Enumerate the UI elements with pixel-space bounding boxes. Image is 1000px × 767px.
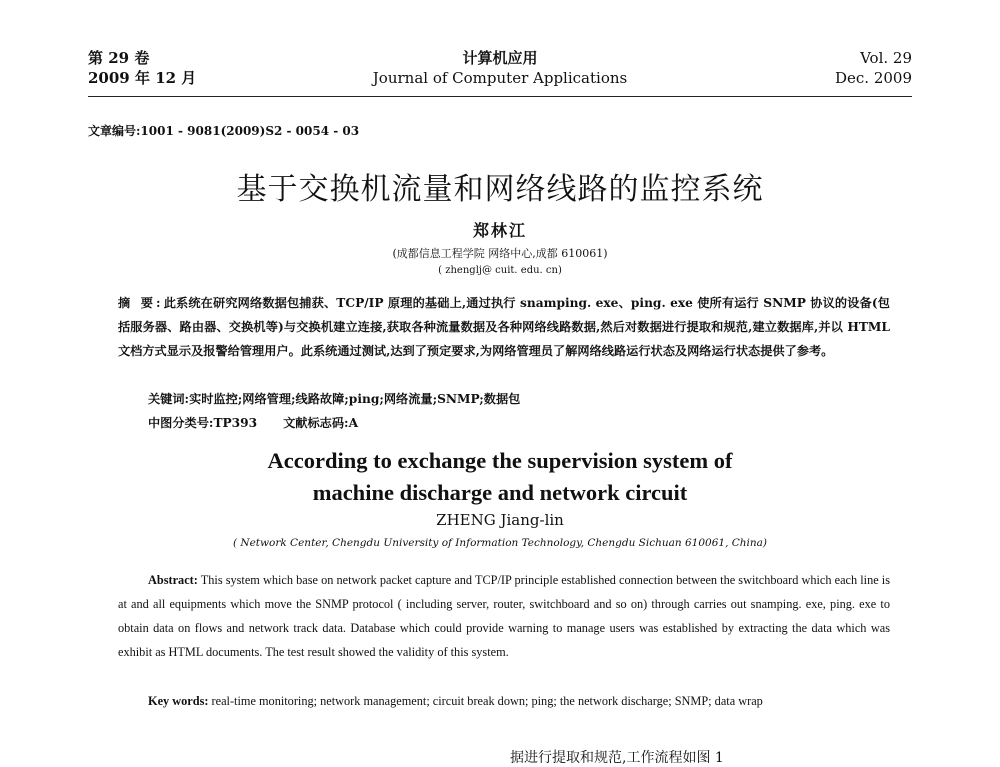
title-en-line-1: According to exchange the supervision system of: [267, 448, 733, 473]
abstract-en-text: This system which base on network packet capture and TCP/IP principle established connection between the switchboard which each line is at and all equipments which move the SNMP protocol ( including server, router, switchboard and so on) through carries out snamping. exe, ping. exe to obtain data on flows and network track data. Database which could provide warning to manage users was established by extracting the data which was exhibit as HTML documents. The test result showed the validity of this system.: [118, 573, 891, 659]
header-rule: [88, 96, 912, 97]
journal-name: [300, 48, 700, 88]
title-cn: 基于交换机流量和网络线路的监控系统: [236, 172, 764, 207]
journal-volume-cn: [88, 48, 196, 88]
document-code-label: 文献标志码:: [283, 416, 349, 430]
document-code-value: A: [348, 416, 359, 430]
title-en-line-2: machine discharge and network circuit: [312, 480, 688, 505]
keywords-en-text: real-time monitoring; network management; circuit break down; ping; the network discharge; SNMP; data wrap: [211, 694, 763, 708]
volume-cn: 第 29 卷: [88, 49, 150, 67]
author-cn: 郑林江: [472, 221, 527, 240]
abstract-cn-label: 摘 要:: [118, 296, 164, 310]
date-cn: 2009 年 12 月: [88, 69, 197, 87]
abstract-en-label: Abstract:: [148, 573, 198, 587]
abstract-cn-text: 此系统在研究网络数据包捕获、TCP/IP 原理的基础上,通过执行 snamping. exe、ping. exe 使所有运行 SNMP 协议的设备(包括服务器、路由器、交换机等)与交换机建立连接,获取各种流量数据及各种网络线路数据,然后对数据进行提取和规范,建立数据库,并以 HTML 文档方式显示及报警给管理用户。此系统通过测试,达到了预定要求,为网络管理员了解网络线路运行状态及网络运行状态提供了参考。: [118, 296, 890, 358]
abstract-cn: [118, 291, 890, 363]
date-en: Dec. 2009: [834, 69, 912, 87]
classification-value: TP393: [213, 416, 258, 430]
author-email: ( zhenglj@ cuit. edu. cn): [438, 265, 562, 276]
title-en: [0, 445, 1000, 509]
keywords-en-label: Key words:: [148, 694, 209, 708]
author-en: ZHENG Jiang-lin: [436, 511, 564, 529]
keywords-cn: [148, 387, 520, 411]
abstract-en: [118, 568, 890, 664]
article-number: 文章编号:1001 - 9081(2009)S2 - 0054 - 03: [88, 124, 360, 138]
affiliation-cn: (成都信息工程学院 网络中心,成都 610061): [392, 247, 608, 260]
keywords-cn-label: 关键词:: [148, 392, 190, 406]
journal-volume-en: [835, 48, 912, 88]
volume-en: Vol. 29: [860, 49, 912, 67]
classification-label: 中图分类号:: [148, 416, 214, 430]
keywords-en: [118, 689, 890, 713]
journal-name-cn: 计算机应用: [462, 49, 538, 67]
keywords-cn-text: 实时监控;网络管理;线路故障;ping;网络流量;SNMP;数据包: [189, 392, 521, 406]
body-text-fragment: 据进行提取和规范,工作流程如图 1: [510, 750, 724, 766]
affiliation-en: ( Network Center, Chengdu University of Information Technology, Chengdu Sichuan 610061, China): [232, 537, 768, 549]
classification-cn: [148, 411, 358, 435]
journal-name-en: Journal of Computer Applications: [372, 69, 628, 87]
